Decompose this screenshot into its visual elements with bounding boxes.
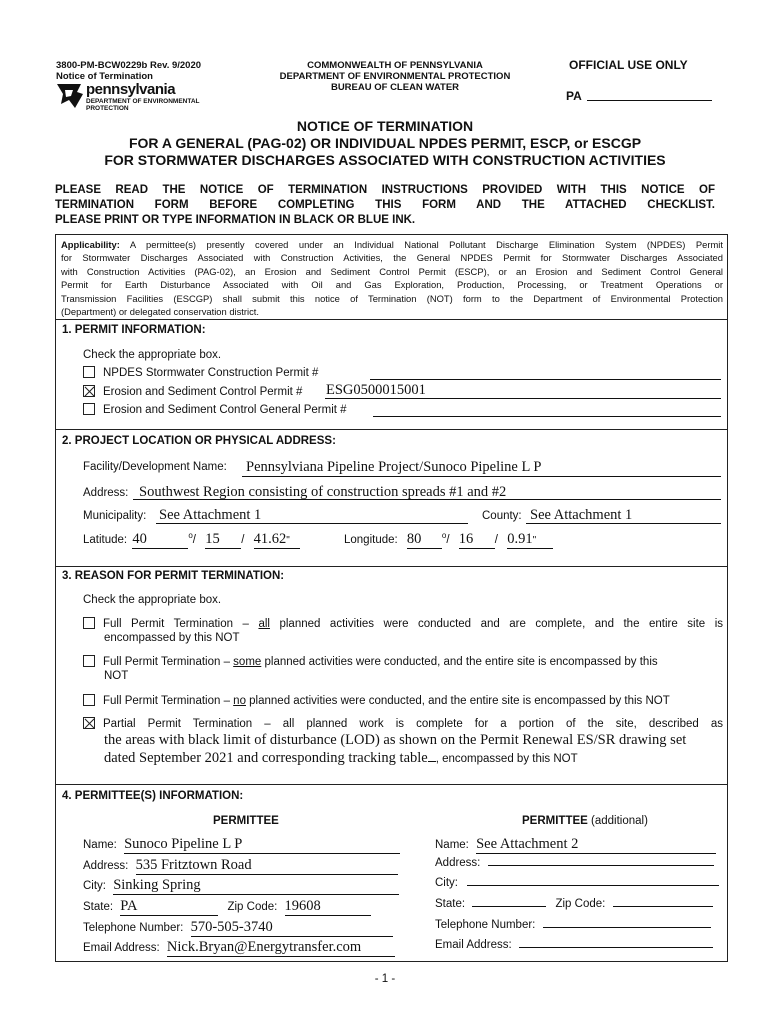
partial-description-blank <box>428 761 436 762</box>
reason-option-some <box>83 655 723 683</box>
county-field[interactable] <box>526 507 721 524</box>
p2-address-row <box>435 857 714 875</box>
partial-description-tail: , encompassed by this NOT <box>435 753 578 765</box>
p1-city-field[interactable] <box>113 877 399 895</box>
p1-phone-field[interactable] <box>191 919 393 937</box>
lon-min-sep: / <box>446 534 450 546</box>
longitude-label: Longitude: <box>344 534 398 546</box>
degree-symbol-2: o <box>441 531 447 541</box>
divider-applicability <box>55 319 728 320</box>
permit-option-escp <box>83 385 302 398</box>
agency-line-2: DEPARTMENT OF ENVIRONMENTAL PROTECTION <box>279 71 511 82</box>
reason-none-checkbox[interactable] <box>83 694 95 706</box>
reason-all-post: planned activities were conducted and are complete, and the entire site is <box>269 618 723 630</box>
p1-address-row <box>83 857 398 875</box>
lon-sec-sym: " <box>532 535 537 546</box>
applicability-text-1: A permittee(s) presently covered under an Individual National Pollutant Discharge Elimination System (NPDES) Permit <box>119 239 723 250</box>
page-number: - 1 - <box>374 973 396 985</box>
permittee-col2-head <box>522 815 648 827</box>
keystone-icon <box>55 82 85 110</box>
p1-email-field[interactable] <box>167 939 395 957</box>
section-1-title: 1. PERMIT INFORMATION: <box>62 324 206 336</box>
divider-section-3 <box>55 784 728 785</box>
title-line-2: FOR A GENERAL (PAG-02) OR INDIVIDUAL NPDES PERMIT, ESCP, or ESCGP <box>128 135 642 151</box>
lon-degrees-value: 80 <box>406 531 422 547</box>
form-id: 3800-PM-BCW0229b Rev. 9/2020 <box>56 60 202 71</box>
divider-section-2 <box>55 566 728 567</box>
municipality-value: See Attachment 1 <box>159 507 262 523</box>
applicability-text-5: Transmission Facilities (ESCGP) shall submit this notice of Termination (NOT) form to the Department of Environmental Protection <box>61 292 723 304</box>
address-label: Address: <box>83 487 129 499</box>
escgp-label: Erosion and Sediment Control General Permit # <box>103 404 347 416</box>
permit-option-npdes <box>83 366 318 379</box>
address-row <box>83 487 128 499</box>
pa-logo <box>55 82 205 114</box>
p1-email-label: Email Address: <box>83 942 160 954</box>
reason-option-all <box>83 617 723 645</box>
section-2-title: 2. PROJECT LOCATION OR PHYSICAL ADDRESS: <box>62 435 336 447</box>
county-value: See Attachment 1 <box>530 507 633 523</box>
p2-city-label: City: <box>435 877 458 889</box>
p2-city-row <box>435 877 719 895</box>
instruction-line-3: PLEASE PRINT OR TYPE INFORMATION IN BLACK OR BLUE INK. <box>55 214 416 226</box>
reason-some-underline: some <box>233 656 262 668</box>
lat-min-sep: / <box>192 534 196 546</box>
p2-zip-field[interactable] <box>613 906 713 907</box>
reason-none-underline: no <box>233 695 246 707</box>
p2-city-field[interactable] <box>467 885 719 886</box>
p1-email-row <box>83 939 395 957</box>
permittee-col1-head: PERMITTEE <box>213 815 279 827</box>
p1-address-label: Address: <box>83 860 129 872</box>
npdes-checkbox[interactable] <box>83 366 95 378</box>
lat-seconds-value: 41.62 <box>253 531 287 547</box>
reason-partial-text: Partial Permit Termination – all planned work is complete for a portion of the site, described as <box>103 718 723 730</box>
applicability-label: Applicability: <box>61 239 120 250</box>
logo-sub2: PROTECTION <box>86 105 129 112</box>
official-use-label: OFFICIAL USE ONLY <box>569 58 688 72</box>
section-3-prompt: Check the appropriate box. <box>83 594 222 606</box>
facility-value: Pennsylviana Pipeline Project/Sunoco Pipeline L P <box>246 459 542 475</box>
title-line-3: FOR STORMWATER DISCHARGES ASSOCIATED WITH CONSTRUCTION ACTIVITIES <box>104 152 666 168</box>
reason-partial-checkbox-checked[interactable] <box>83 717 95 729</box>
lat-degrees-value: 40 <box>132 531 147 547</box>
p2-phone-row <box>435 919 711 937</box>
escp-permit-field[interactable] <box>325 382 721 399</box>
p1-zip-label: Zip Code: <box>227 901 278 913</box>
section-4-title: 4. PERMITTEE(S) INFORMATION: <box>62 790 244 802</box>
section-3-title: 3. REASON FOR PERMIT TERMINATION: <box>62 570 285 582</box>
facility-row <box>83 461 227 473</box>
pa-label: PA <box>566 89 582 103</box>
p1-zip-value: 19608 <box>284 898 321 914</box>
lon-degrees-field[interactable] <box>407 531 442 549</box>
p1-phone-label: Telephone Number: <box>83 922 184 934</box>
p1-state-value: PA <box>120 898 138 914</box>
county-label: County: <box>482 510 522 522</box>
reason-none-post: planned activities were conducted, and the entire site is encompassed by this NOT <box>245 695 670 707</box>
lon-min-sym: / <box>494 534 498 546</box>
applicability-block <box>61 238 723 318</box>
latitude-row <box>83 531 300 549</box>
p1-city-value: Sinking Spring <box>113 877 201 893</box>
address-field[interactable] <box>133 484 721 500</box>
p2-email-label: Email Address: <box>435 939 512 951</box>
escgp-checkbox[interactable] <box>83 403 95 415</box>
reason-some-line2: NOT <box>104 670 129 682</box>
section-1-prompt: Check the appropriate box. <box>83 349 222 361</box>
p1-phone-row <box>83 919 393 937</box>
p1-name-value: Sunoco Pipeline L P <box>124 836 243 852</box>
escp-label: Erosion and Sediment Control Permit # <box>103 386 303 398</box>
facility-label: Facility/Development Name: <box>83 461 227 473</box>
p2-state-zip-row <box>435 898 713 916</box>
agency-line-3: BUREAU OF CLEAN WATER <box>330 82 460 93</box>
p1-state-field[interactable] <box>120 898 218 916</box>
reason-option-none <box>83 694 670 707</box>
form-name: Notice of Termination <box>56 71 153 82</box>
instruction-line-2: TERMINATION FORM BEFORE COMPLETING THIS FORM AND THE ATTACHED CHECKLIST. <box>55 199 715 211</box>
divider-section-1 <box>55 429 728 430</box>
npdes-permit-value <box>370 365 374 381</box>
p1-city-label: City: <box>83 880 106 892</box>
p1-address-field[interactable] <box>136 857 398 875</box>
lat-sec-sym: " <box>286 535 290 546</box>
p2-state-label: State: <box>435 898 466 910</box>
address-value: Southwest Region consisting of construction spreads #1 and #2 <box>139 484 507 500</box>
reason-all-line2: encompassed by this NOT <box>104 632 240 644</box>
municipality-row <box>83 510 146 522</box>
p1-name-label: Name: <box>83 839 117 851</box>
p2-name-row <box>435 836 716 854</box>
reason-some-checkbox[interactable] <box>83 655 95 667</box>
title-line-1: NOTICE OF TERMINATION <box>296 118 474 134</box>
p2-address-field[interactable] <box>488 865 714 866</box>
municipality-label: Municipality: <box>83 510 147 522</box>
form-border-right <box>727 234 728 962</box>
npdes-label: NPDES Stormwater Construction Permit # <box>103 367 319 379</box>
lat-degrees-field[interactable] <box>132 531 188 549</box>
permittee-col2-head-bold: PERMITTEE <box>522 815 588 827</box>
escgp-permit-field[interactable] <box>373 402 721 417</box>
reason-all-checkbox[interactable] <box>83 617 95 629</box>
pa-number-field[interactable] <box>587 100 712 101</box>
permittee-col2-head-note: (additional) <box>587 815 648 827</box>
lat-minutes-field[interactable] <box>205 531 241 549</box>
partial-description-line1[interactable]: the areas with black limit of disturbance (LOD) as shown on the Permit Renewal ES/SR drawing set <box>104 732 687 748</box>
npdes-permit-field[interactable] <box>370 365 721 380</box>
p2-state-field[interactable] <box>472 906 546 907</box>
p2-name-field[interactable] <box>476 836 716 854</box>
reason-none-pre: Full Permit Termination – <box>103 695 234 707</box>
p2-phone-label: Telephone Number: <box>435 919 536 931</box>
lat-seconds-field[interactable] <box>254 531 300 549</box>
p2-address-label: Address: <box>435 857 481 869</box>
p1-name-field[interactable] <box>124 836 400 854</box>
applicability-text-2: for Stormwater Discharges Associated with Construction Activities, the General NPDES Permit for Stormwater Discharges Associated <box>61 252 723 264</box>
p1-state-zip-row <box>83 898 371 916</box>
agency-line-1: COMMONWEALTH OF PENNSYLVANIA <box>307 60 483 71</box>
instruction-line-1: PLEASE READ THE NOTICE OF TERMINATION INSTRUCTIONS PROVIDED WITH THIS NOTICE OF <box>55 184 715 196</box>
form-border-bottom <box>55 961 728 962</box>
p1-city-row <box>83 877 399 895</box>
reason-all-underline: all <box>258 618 270 630</box>
lat-minutes-value: 15 <box>205 531 220 547</box>
applicability-text-4: Permit for Earth Disturbance Associated with Oil and Gas Exploration, Production, Processing, or Treatment Operations or <box>61 279 723 291</box>
municipality-field[interactable] <box>156 507 468 524</box>
partial-description-line2[interactable] <box>83 749 723 768</box>
p1-state-label: State: <box>83 901 114 913</box>
reason-option-partial <box>83 717 723 768</box>
form-border-top <box>55 234 728 235</box>
permit-option-escgp <box>83 403 347 416</box>
lon-minutes-field[interactable] <box>459 531 495 549</box>
lon-minutes-value: 16 <box>458 531 474 547</box>
p1-name-row <box>83 836 400 854</box>
form-border-left <box>55 234 56 962</box>
logo-word: pennsylvania <box>86 81 176 98</box>
county-row <box>482 510 522 522</box>
p2-phone-field[interactable] <box>543 927 711 928</box>
escp-checkbox-checked[interactable] <box>83 385 95 397</box>
escp-permit-value: ESG0500015001 <box>326 382 426 398</box>
applicability-text-6: (Department) or delegated conservation district. <box>61 306 260 318</box>
p2-name-value: See Attachment 2 <box>476 836 579 852</box>
logo-sub1: DEPARTMENT OF ENVIRONMENTAL <box>86 98 200 105</box>
longitude-row <box>344 531 553 549</box>
p2-email-field[interactable] <box>519 947 713 948</box>
p1-phone-value: 570-505-3740 <box>190 919 273 935</box>
p1-email-value: Nick.Bryan@Energytransfer.com <box>166 939 362 955</box>
p2-zip-label: Zip Code: <box>555 898 606 910</box>
latitude-label: Latitude: <box>83 534 128 546</box>
reason-some-pre: Full Permit Termination – <box>103 656 234 668</box>
applicability-text-3: with Construction Activities (PAG-02), an Erosion and Sediment Control Permit (ESCP), or an Erosion and Sediment Control General <box>61 265 723 277</box>
reason-all-pre: Full Permit Termination – <box>103 618 259 630</box>
p1-zip-field[interactable] <box>285 898 371 916</box>
degree-symbol: o <box>188 531 193 541</box>
lat-min-sym: / <box>241 534 245 546</box>
p2-email-row <box>435 939 713 957</box>
lon-seconds-value: 0.91 <box>507 531 533 547</box>
partial-description-value2: dated September 2021 and corresponding tracking table <box>104 750 428 766</box>
p1-address-value: 535 Fritztown Road <box>135 857 252 873</box>
lon-seconds-field[interactable] <box>507 531 553 549</box>
facility-field[interactable] <box>242 459 721 477</box>
p2-name-label: Name: <box>435 839 469 851</box>
reason-some-post: planned activities were conducted, and the entire site is encompassed by this <box>261 656 658 668</box>
